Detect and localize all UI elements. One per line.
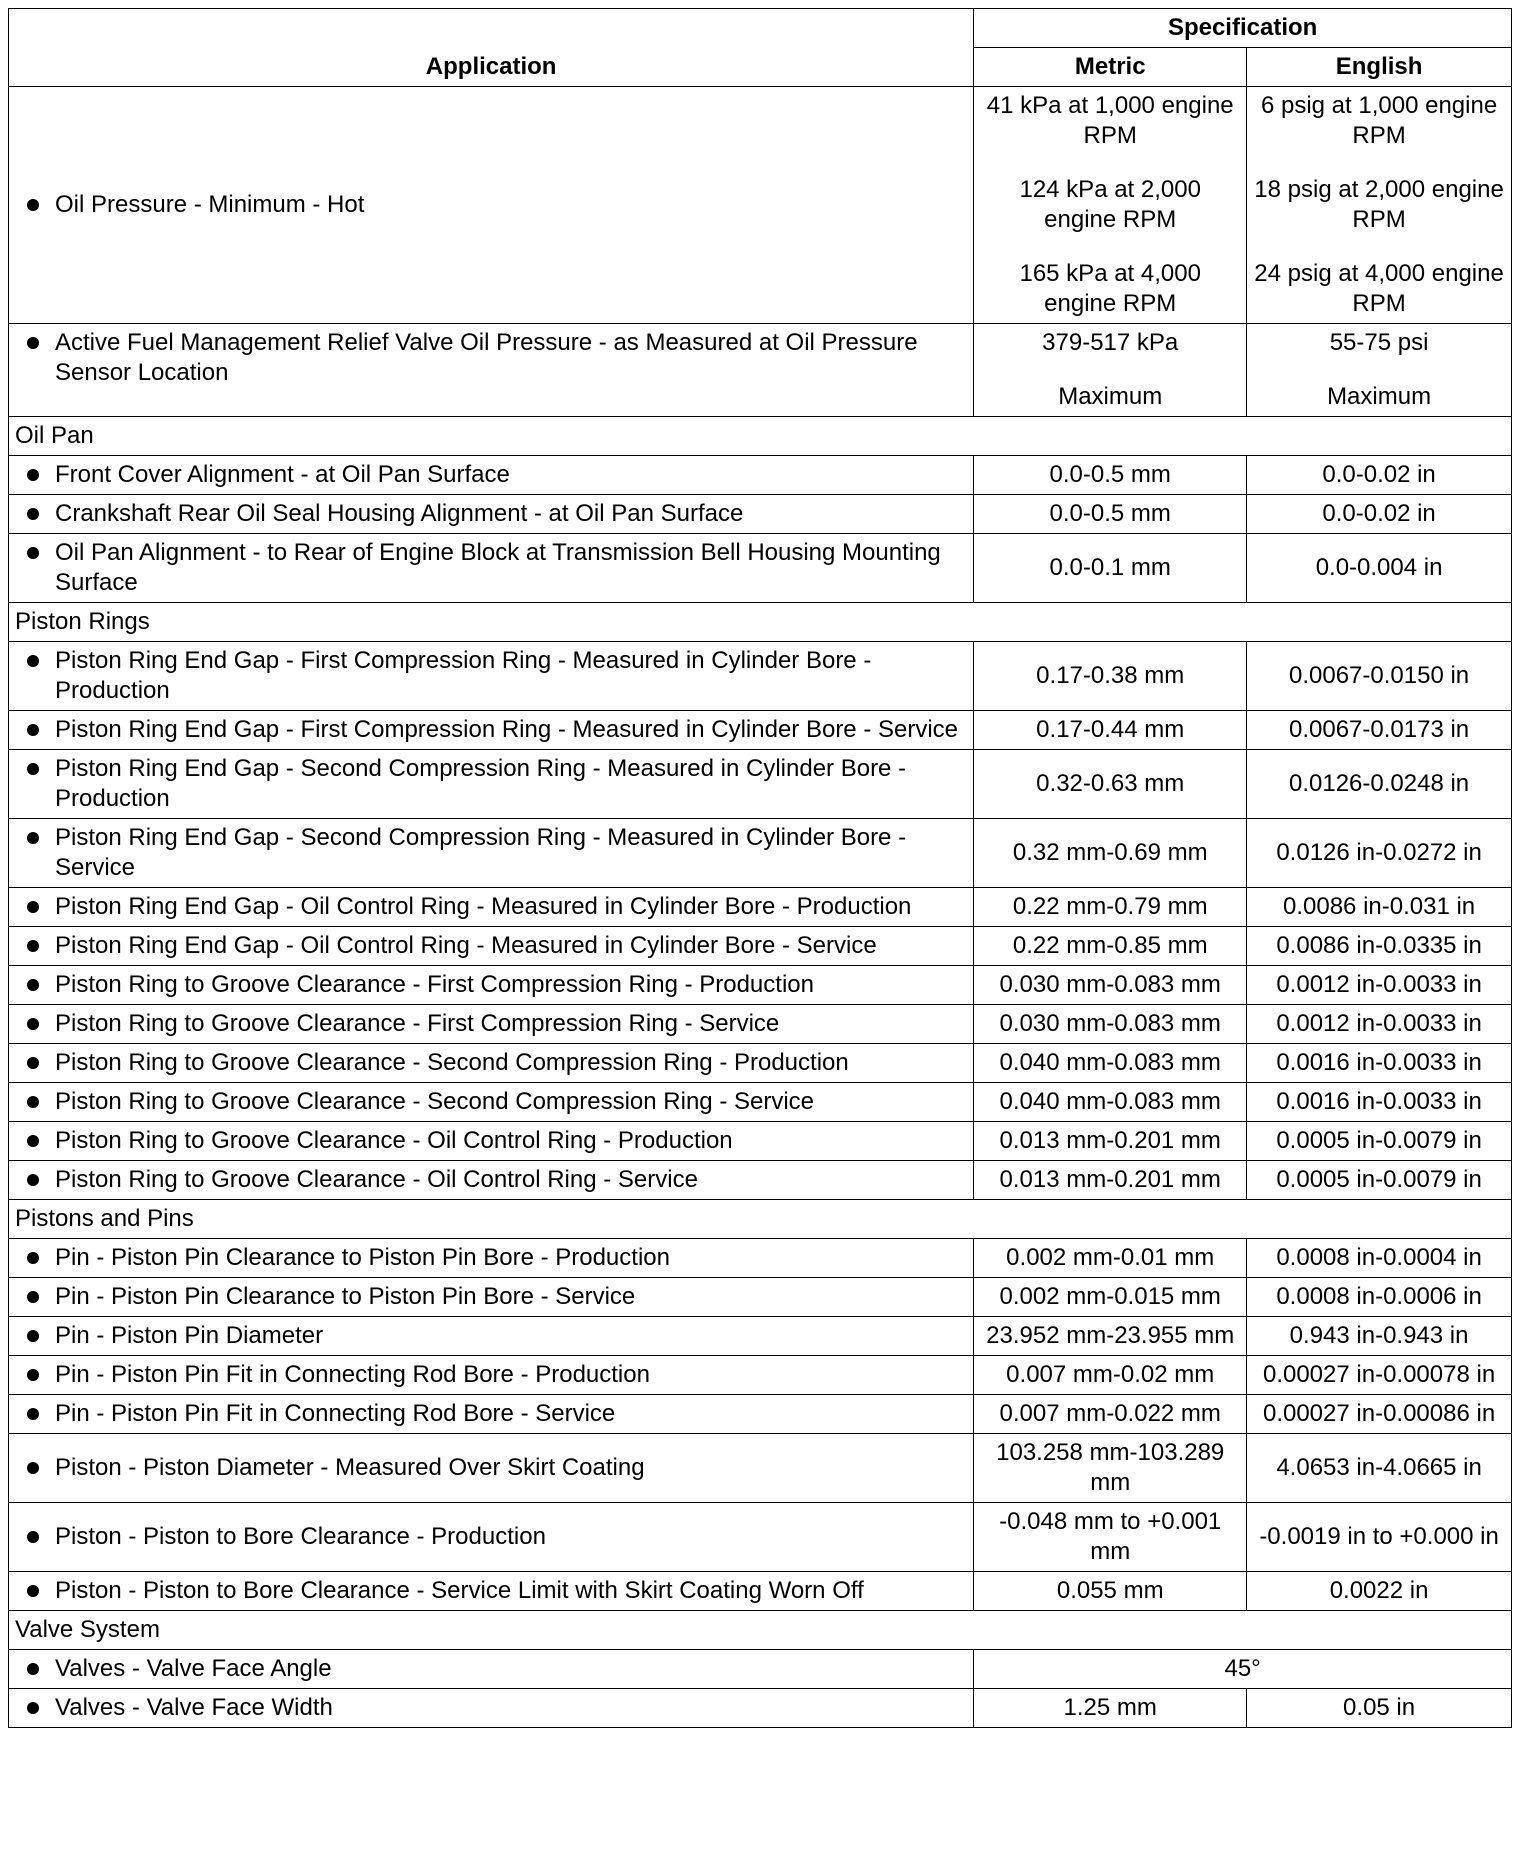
application-cell <box>9 1005 974 1044</box>
application-cell <box>9 1161 974 1200</box>
table-row <box>9 534 1512 603</box>
application-cell <box>9 534 974 603</box>
application-cell <box>9 642 974 711</box>
application-cell <box>9 1434 974 1503</box>
table-row <box>9 1083 1512 1122</box>
bullet-icon <box>27 337 39 349</box>
metric-cell <box>974 87 1247 324</box>
table-row <box>9 711 1512 750</box>
metric-value: 23.952 mm-23.955 mm <box>974 1317 1247 1356</box>
application-label: Active Fuel Management Relief Valve Oil Pressure - as Measured at Oil Pressure Sensor Location <box>55 329 918 386</box>
table-row <box>9 1044 1512 1083</box>
application-label: Piston Ring to Groove Clearance - Oil Control Ring - Production <box>55 1127 733 1154</box>
table-row <box>9 324 1512 417</box>
table-row <box>9 1317 1512 1356</box>
english-header: English <box>1247 48 1512 87</box>
english-value: 0.0022 in <box>1247 1572 1512 1611</box>
bullet-icon <box>27 1174 39 1186</box>
metric-cell <box>974 324 1247 417</box>
english-value: 0.0067-0.0150 in <box>1247 642 1512 711</box>
application-label: Pin - Piston Pin Diameter <box>55 1322 324 1349</box>
table-row <box>9 495 1512 534</box>
bullet-icon <box>27 1096 39 1108</box>
english-value: 0.0-0.02 in <box>1247 456 1512 495</box>
english-value: 0.0005 in-0.0079 in <box>1247 1161 1512 1200</box>
application-label: Pin - Piston Pin Fit in Connecting Rod Bore - Service <box>55 1400 616 1427</box>
specification-header: Specification <box>974 9 1512 48</box>
application-cell <box>9 1122 974 1161</box>
english-value: 0.0-0.02 in <box>1247 495 1512 534</box>
application-cell <box>9 1503 974 1572</box>
application-label: Valves - Valve Face Width <box>55 1694 333 1721</box>
bullet-icon <box>27 508 39 520</box>
section-header-row <box>9 603 1512 642</box>
bullet-icon <box>27 1135 39 1147</box>
english-cell <box>1247 87 1512 324</box>
application-cell <box>9 1278 974 1317</box>
application-label: Pin - Piston Pin Fit in Connecting Rod Bore - Production <box>55 1361 650 1388</box>
application-label: Piston Ring End Gap - Second Compression Ring - Measured in Cylinder Bore - Production <box>55 755 907 812</box>
english-value: 24 psig at 4,000 engine RPM <box>1254 260 1504 317</box>
english-cell <box>1247 324 1512 417</box>
application-cell <box>9 495 974 534</box>
table-row <box>9 1122 1512 1161</box>
section-title: Oil Pan <box>9 417 1512 456</box>
bullet-icon <box>27 655 39 667</box>
application-label: Front Cover Alignment - at Oil Pan Surface <box>55 461 510 488</box>
section-header-row <box>9 1200 1512 1239</box>
english-value: 0.0067-0.0173 in <box>1247 711 1512 750</box>
english-value: 0.0-0.004 in <box>1247 534 1512 603</box>
table-row <box>9 927 1512 966</box>
metric-value: 0.0-0.5 mm <box>974 495 1247 534</box>
metric-value: 0.17-0.44 mm <box>974 711 1247 750</box>
table-row <box>9 1395 1512 1434</box>
bullet-icon <box>27 1585 39 1597</box>
table-row <box>9 87 1512 324</box>
metric-value: 0.0-0.1 mm <box>974 534 1247 603</box>
english-value: 6 psig at 1,000 engine RPM <box>1260 92 1498 149</box>
bullet-icon <box>27 1462 39 1474</box>
metric-value: 124 kPa at 2,000 engine RPM <box>1019 176 1201 233</box>
english-value: 0.0016 in-0.0033 in <box>1247 1083 1512 1122</box>
spec-table <box>8 8 1512 1728</box>
english-value: 0.943 in-0.943 in <box>1247 1317 1512 1356</box>
english-value: 0.0008 in-0.0004 in <box>1247 1239 1512 1278</box>
bullet-icon <box>27 1057 39 1069</box>
bullet-icon <box>27 1702 39 1714</box>
bullet-icon <box>27 199 39 211</box>
application-cell <box>9 1689 974 1728</box>
english-value: 0.0016 in-0.0033 in <box>1247 1044 1512 1083</box>
application-cell <box>9 819 974 888</box>
metric-value: 103.258 mm-103.289 mm <box>974 1434 1247 1503</box>
application-cell <box>9 888 974 927</box>
application-label: Pin - Piston Pin Clearance to Piston Pin Bore - Production <box>55 1244 670 1271</box>
bullet-icon <box>27 724 39 736</box>
table-row <box>9 819 1512 888</box>
table-row <box>9 642 1512 711</box>
application-label: Piston - Piston to Bore Clearance - Service Limit with Skirt Coating Worn Off <box>55 1577 864 1604</box>
table-row <box>9 1239 1512 1278</box>
metric-value: 41 kPa at 1,000 engine RPM <box>986 92 1234 149</box>
metric-value: 0.22 mm-0.85 mm <box>974 927 1247 966</box>
table-row <box>9 1572 1512 1611</box>
metric-value: 0.32 mm-0.69 mm <box>974 819 1247 888</box>
section-header-row <box>9 1611 1512 1650</box>
english-value: 0.0008 in-0.0006 in <box>1247 1278 1512 1317</box>
section-title: Piston Rings <box>9 603 1512 642</box>
metric-value: 0.002 mm-0.015 mm <box>974 1278 1247 1317</box>
application-cell <box>9 1083 974 1122</box>
english-value: 0.0126-0.0248 in <box>1247 750 1512 819</box>
section-title: Pistons and Pins <box>9 1200 1512 1239</box>
application-label: Piston Ring to Groove Clearance - Oil Control Ring - Service <box>55 1166 698 1193</box>
spec-value-cell: 45° <box>974 1650 1512 1689</box>
metric-value: 0.22 mm-0.79 mm <box>974 888 1247 927</box>
english-value: 0.00027 in-0.00078 in <box>1247 1356 1512 1395</box>
metric-value: 0.013 mm-0.201 mm <box>974 1161 1247 1200</box>
table-row <box>9 1689 1512 1728</box>
table-row <box>9 1356 1512 1395</box>
table-row <box>9 1278 1512 1317</box>
bullet-icon <box>27 1531 39 1543</box>
bullet-icon <box>27 901 39 913</box>
metric-header: Metric <box>974 48 1247 87</box>
application-label: Piston Ring End Gap - First Compression Ring - Measured in Cylinder Bore - Service <box>55 716 959 743</box>
metric-note: Maximum <box>1058 383 1163 410</box>
english-value: 18 psig at 2,000 engine RPM <box>1254 176 1504 233</box>
table-row <box>9 1650 1512 1689</box>
table-row <box>9 1434 1512 1503</box>
english-value: 0.05 in <box>1247 1689 1512 1728</box>
application-label: Piston Ring to Groove Clearance - Second Compression Ring - Production <box>55 1049 849 1076</box>
bullet-icon <box>27 547 39 559</box>
section-header-row <box>9 417 1512 456</box>
metric-value: 0.040 mm-0.083 mm <box>974 1044 1247 1083</box>
table-row <box>9 1161 1512 1200</box>
application-cell <box>9 1044 974 1083</box>
metric-value: 0.007 mm-0.02 mm <box>974 1356 1247 1395</box>
bullet-icon <box>27 1252 39 1264</box>
application-label: Piston Ring End Gap - Oil Control Ring - Measured in Cylinder Bore - Service <box>55 932 877 959</box>
application-label: Piston Ring End Gap - Oil Control Ring - Measured in Cylinder Bore - Production <box>55 893 912 920</box>
metric-value: 0.040 mm-0.083 mm <box>974 1083 1247 1122</box>
metric-value: 0.007 mm-0.022 mm <box>974 1395 1247 1434</box>
application-label: Piston Ring to Groove Clearance - Second Compression Ring - Service <box>55 1088 815 1115</box>
table-row <box>9 966 1512 1005</box>
english-value: 0.0012 in-0.0033 in <box>1247 1005 1512 1044</box>
bullet-icon <box>27 1018 39 1030</box>
application-cell <box>9 1317 974 1356</box>
application-header: Application <box>9 9 974 87</box>
application-cell <box>9 1356 974 1395</box>
english-value: -0.0019 in to +0.000 in <box>1247 1503 1512 1572</box>
bullet-icon <box>27 832 39 844</box>
english-value: 0.0126 in-0.0272 in <box>1247 819 1512 888</box>
application-label: Oil Pan Alignment - to Rear of Engine Block at Transmission Bell Housing Mounting Surface <box>55 539 941 596</box>
metric-value: 379-517 kPa <box>1042 329 1179 356</box>
bullet-icon <box>27 469 39 481</box>
application-label: Piston Ring End Gap - Second Compression Ring - Measured in Cylinder Bore - Service <box>55 824 907 881</box>
bullet-icon <box>27 1330 39 1342</box>
table-row <box>9 888 1512 927</box>
table-row <box>9 1503 1512 1572</box>
application-label: Piston Ring End Gap - First Compression Ring - Measured in Cylinder Bore - Production <box>55 647 872 704</box>
table-row <box>9 750 1512 819</box>
metric-value: -0.048 mm to +0.001 mm <box>974 1503 1247 1572</box>
english-value: 0.0012 in-0.0033 in <box>1247 966 1512 1005</box>
english-value: 55-75 psi <box>1329 329 1429 356</box>
application-label: Crankshaft Rear Oil Seal Housing Alignment - at Oil Pan Surface <box>55 500 744 527</box>
application-cell <box>9 1572 974 1611</box>
header-row-top <box>9 9 1512 48</box>
english-value: 4.0653 in-4.0665 in <box>1247 1434 1512 1503</box>
metric-value: 0.030 mm-0.083 mm <box>974 966 1247 1005</box>
application-cell <box>9 1239 974 1278</box>
metric-value: 165 kPa at 4,000 engine RPM <box>1019 260 1201 317</box>
table-row <box>9 456 1512 495</box>
english-value: 0.00027 in-0.00086 in <box>1247 1395 1512 1434</box>
application-cell <box>9 1395 974 1434</box>
bullet-icon <box>27 763 39 775</box>
application-cell <box>9 456 974 495</box>
metric-value: 0.013 mm-0.201 mm <box>974 1122 1247 1161</box>
application-label: Pin - Piston Pin Clearance to Piston Pin Bore - Service <box>55 1283 636 1310</box>
bullet-icon <box>27 1408 39 1420</box>
application-cell <box>9 927 974 966</box>
metric-value: 0.0-0.5 mm <box>974 456 1247 495</box>
metric-value: 0.030 mm-0.083 mm <box>974 1005 1247 1044</box>
metric-value: 1.25 mm <box>974 1689 1247 1728</box>
bullet-icon <box>27 979 39 991</box>
metric-value: 0.32-0.63 mm <box>974 750 1247 819</box>
bullet-icon <box>27 1663 39 1675</box>
table-row <box>9 1005 1512 1044</box>
metric-value: 0.002 mm-0.01 mm <box>974 1239 1247 1278</box>
english-value: 0.0086 in-0.031 in <box>1247 888 1512 927</box>
section-title: Valve System <box>9 1611 1512 1650</box>
application-label: Piston Ring to Groove Clearance - First Compression Ring - Service <box>55 1010 780 1037</box>
application-cell <box>9 711 974 750</box>
application-cell <box>9 87 974 324</box>
metric-value: 0.17-0.38 mm <box>974 642 1247 711</box>
application-label: Valves - Valve Face Angle <box>55 1655 332 1682</box>
application-cell <box>9 966 974 1005</box>
metric-value: 0.055 mm <box>974 1572 1247 1611</box>
bullet-icon <box>27 940 39 952</box>
english-value: 0.0086 in-0.0335 in <box>1247 927 1512 966</box>
english-value: 0.0005 in-0.0079 in <box>1247 1122 1512 1161</box>
application-label: Piston Ring to Groove Clearance - First Compression Ring - Production <box>55 971 814 998</box>
bullet-icon <box>27 1291 39 1303</box>
application-cell <box>9 324 974 417</box>
application-cell <box>9 1650 974 1689</box>
application-label: Oil Pressure - Minimum - Hot <box>55 191 365 218</box>
bullet-icon <box>27 1369 39 1381</box>
application-label: Piston - Piston Diameter - Measured Over Skirt Coating <box>55 1454 645 1481</box>
application-label: Piston - Piston to Bore Clearance - Production <box>55 1523 546 1550</box>
english-note: Maximum <box>1327 383 1432 410</box>
application-cell <box>9 750 974 819</box>
